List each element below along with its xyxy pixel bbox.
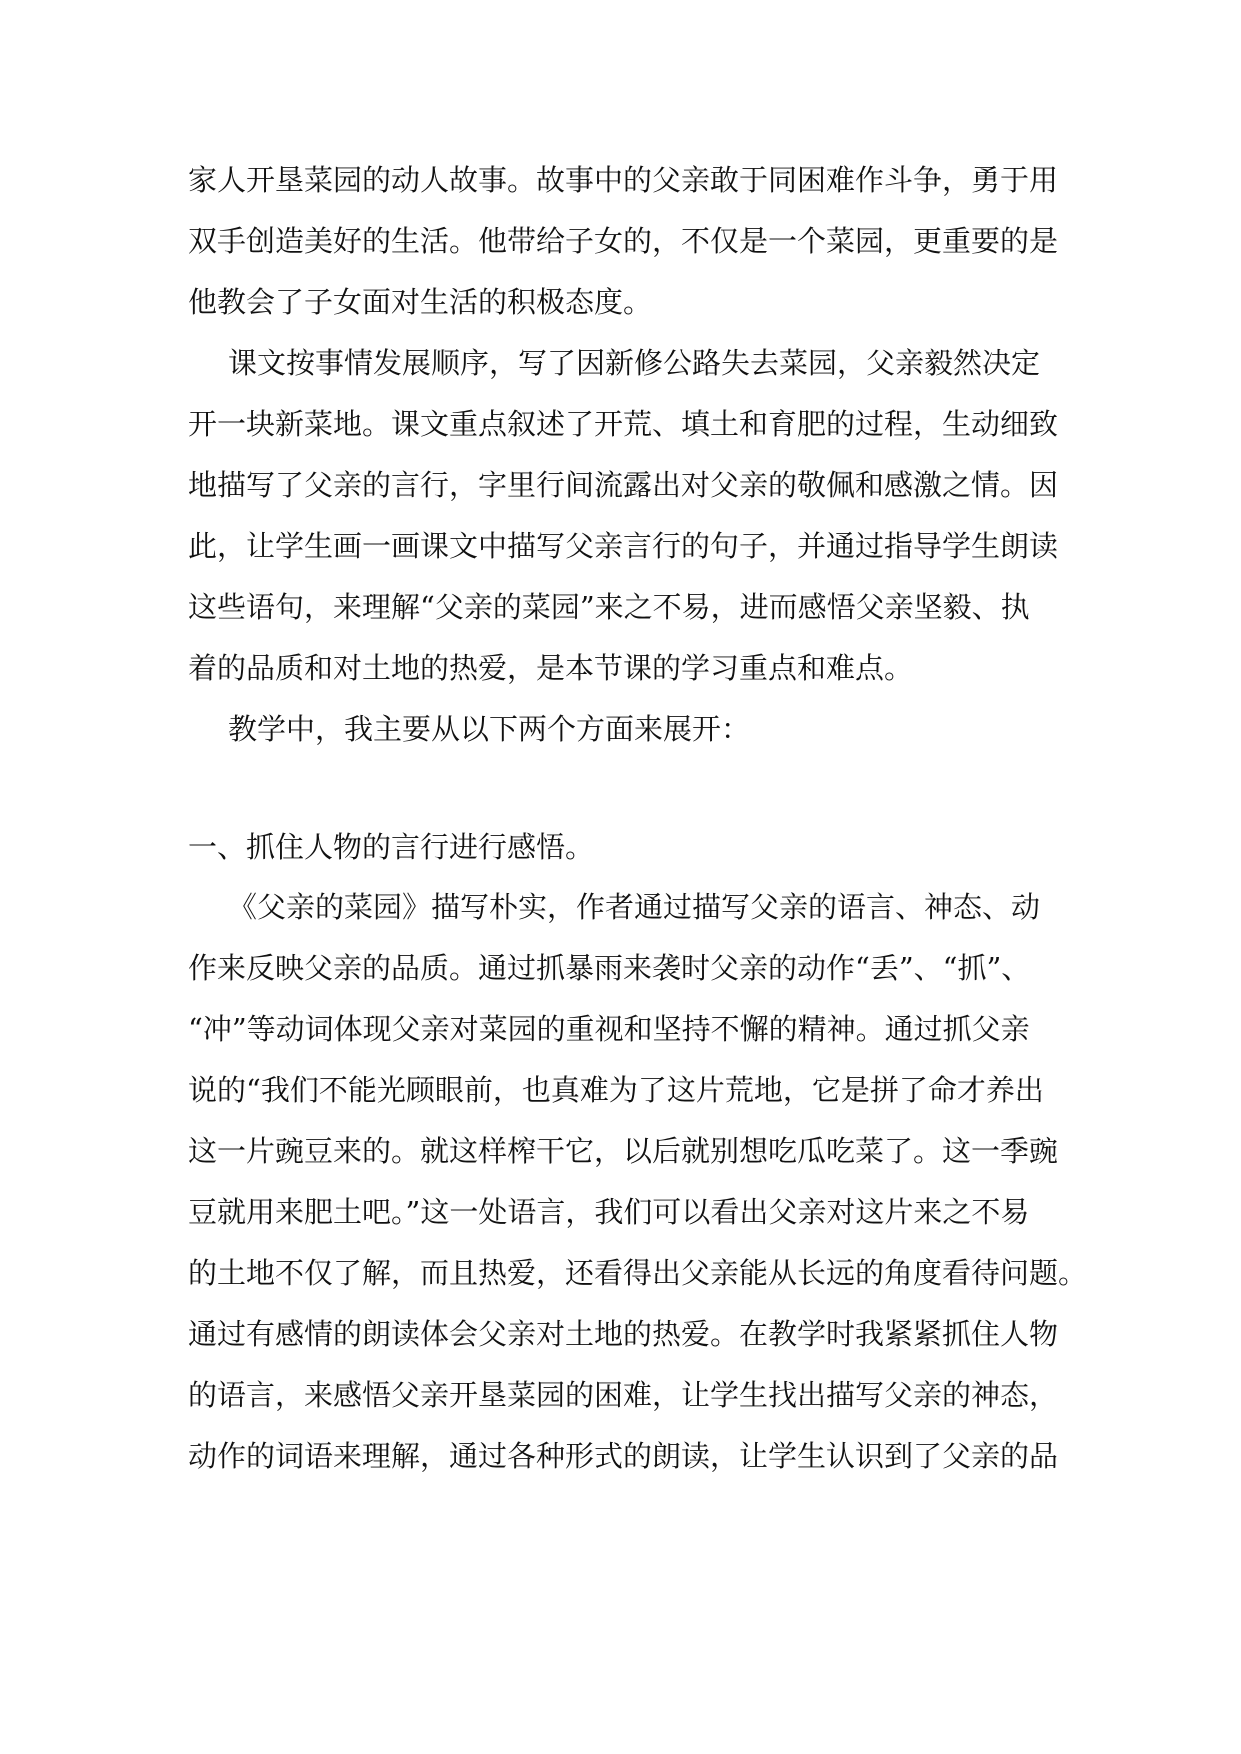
text-line: 说的“我们不能光顾眼前，也真难为了这片荒地，它是拼了命才养出: [188, 1073, 1044, 1107]
text-line: 家人开垦菜园的动人故事。故事中的父亲敢于同困难作斗争，勇于用: [188, 163, 1059, 197]
text-line: 这些语句，来理解“父亲的菜园”来之不易，进而感悟父亲坚毅、执: [188, 590, 1030, 624]
section-heading: 一、抓住人物的言行进行感悟。: [188, 830, 595, 864]
text-line: 的语言，来感悟父亲开垦菜园的困难，让学生找出描写父亲的神态，: [188, 1378, 1059, 1412]
paragraph-first-line: 教学中，我主要从以下两个方面来展开：: [228, 712, 751, 746]
text-line: 他教会了子女面对生活的积极态度。: [188, 285, 653, 319]
paragraph-first-line: 课文按事情发展顺序，写了因新修公路失去菜园，父亲毅然决定: [228, 346, 1041, 380]
text-line: 作来反映父亲的品质。通过抓暴雨来袭时父亲的动作“丢”、“抓”、: [188, 951, 1031, 985]
text-line: 着的品质和对土地的热爱，是本节课的学习重点和难点。: [188, 651, 914, 685]
text-line: 豆就用来肥土吧。”这一处语言，我们可以看出父亲对这片来之不易: [188, 1195, 1030, 1229]
text-line: 这一片豌豆来的。就这样榨干它，以后就别想吃瓜吃菜了。这一季豌: [188, 1134, 1059, 1168]
text-line: “冲”等动词体现父亲对菜园的重视和坚持不懈的精神。通过抓父亲: [188, 1012, 1030, 1046]
text-line: 开一块新菜地。课文重点叙述了开荒、填土和育肥的过程，生动细致: [188, 407, 1059, 441]
text-line: 此，让学生画一画课文中描写父亲言行的句子，并通过指导学生朗读: [188, 529, 1059, 563]
paragraph-first-line: 《父亲的菜园》描写朴实，作者通过描写父亲的语言、神态、动: [228, 890, 1041, 924]
text-line: 动作的词语来理解，通过各种形式的朗读，让学生认识到了父亲的品: [188, 1439, 1059, 1473]
text-line: 双手创造美好的生活。他带给子女的，不仅是一个菜园，更重要的是: [188, 224, 1059, 258]
text-line: 地描写了父亲的言行，字里行间流露出对父亲的敬佩和感激之情。因: [188, 468, 1059, 502]
text-line: 的土地不仅了解，而且热爱，还看得出父亲能从长远的角度看待问题。: [188, 1256, 1088, 1290]
text-line: 通过有感情的朗读体会父亲对土地的热爱。在教学时我紧紧抓住人物: [188, 1317, 1059, 1351]
